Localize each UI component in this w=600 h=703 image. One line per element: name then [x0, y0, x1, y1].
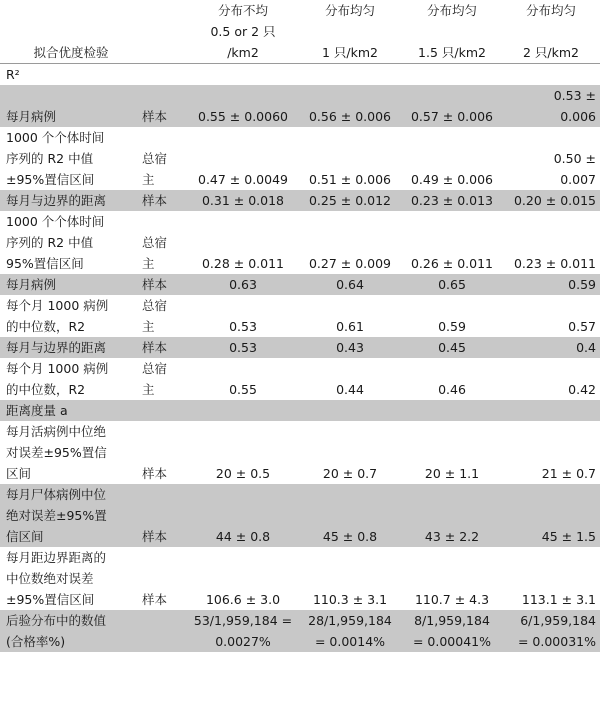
value-cell: 0.20 ± 0.015: [502, 190, 600, 211]
value-cell: 0.4: [502, 337, 600, 358]
header-cell: [140, 21, 188, 42]
value-cell: [402, 421, 502, 442]
row-type: 样本: [140, 274, 188, 295]
value-cell: [298, 85, 402, 106]
row-label: 每月活病例中位绝: [0, 421, 140, 442]
row-type: [140, 421, 188, 442]
value-cell: [402, 505, 502, 526]
section-title: 距离度量 a: [0, 400, 600, 421]
row-label: (合格率%): [0, 631, 140, 652]
value-cell: [502, 421, 600, 442]
value-cell: [188, 148, 298, 169]
row-label: 95%置信区间: [0, 253, 140, 274]
value-cell: 20 ± 1.1: [402, 463, 502, 484]
row-label: 每月尸体病例中位: [0, 484, 140, 505]
value-cell: [188, 484, 298, 505]
row-type: 主: [140, 169, 188, 190]
value-cell: [502, 211, 600, 232]
row-label: 每个月 1000 病例: [0, 295, 140, 316]
row-type: [140, 484, 188, 505]
value-cell: 0.63: [188, 274, 298, 295]
table-row: [0, 505, 600, 526]
row-type: 样本: [140, 190, 188, 211]
value-cell: [502, 505, 600, 526]
value-cell: 0.53: [188, 316, 298, 337]
table-row: [0, 379, 600, 400]
value-cell: [502, 442, 600, 463]
value-cell: 0.64: [298, 274, 402, 295]
table-row: [0, 148, 600, 169]
value-cell: 0.27 ± 0.009: [298, 253, 402, 274]
value-cell: 0.31 ± 0.018: [188, 190, 298, 211]
header-cell: 拟合优度检验: [0, 42, 140, 64]
table-row: [0, 274, 600, 295]
header-cell: 分布不均: [188, 0, 298, 21]
row-label: 每月距边界距离的: [0, 547, 140, 568]
row-label: 序列的 R2 中值: [0, 148, 140, 169]
value-cell: [188, 85, 298, 106]
value-cell: [188, 127, 298, 148]
header-cell: [140, 42, 188, 64]
section-title: R²: [0, 64, 600, 86]
value-cell: [298, 295, 402, 316]
value-cell: 0.44: [298, 379, 402, 400]
value-cell: [188, 568, 298, 589]
row-label: 每月与边界的距离: [0, 337, 140, 358]
value-cell: [502, 295, 600, 316]
value-cell: = 0.00031%: [502, 631, 600, 652]
value-cell: 0.25 ± 0.012: [298, 190, 402, 211]
value-cell: 43 ± 2.2: [402, 526, 502, 547]
header-cell: 分布均匀: [298, 0, 402, 21]
value-cell: [188, 421, 298, 442]
header-cell: 分布均匀: [502, 0, 600, 21]
table-row: [0, 211, 600, 232]
value-cell: [502, 358, 600, 379]
value-cell: [402, 127, 502, 148]
value-cell: [298, 442, 402, 463]
value-cell: [402, 211, 502, 232]
value-cell: 0.65: [402, 274, 502, 295]
value-cell: [188, 505, 298, 526]
value-cell: 20 ± 0.5: [188, 463, 298, 484]
table-row: [0, 589, 600, 610]
value-cell: [188, 295, 298, 316]
header-cell: [0, 0, 140, 21]
value-cell: [502, 568, 600, 589]
value-cell: [502, 232, 600, 253]
table-row: [0, 631, 600, 652]
value-cell: 110.3 ± 3.1: [298, 589, 402, 610]
value-cell: [402, 232, 502, 253]
value-cell: 53/1,959,184 =: [188, 610, 298, 631]
value-cell: [188, 547, 298, 568]
value-cell: [502, 484, 600, 505]
row-type: [140, 442, 188, 463]
value-cell: [402, 568, 502, 589]
table-row: [0, 169, 600, 190]
header-cell: 分布均匀: [402, 0, 502, 21]
row-label: 对误差±95%置信: [0, 442, 140, 463]
table-row: [0, 610, 600, 631]
value-cell: [402, 358, 502, 379]
value-cell: 0.47 ± 0.0049: [188, 169, 298, 190]
row-type: [140, 568, 188, 589]
value-cell: [188, 211, 298, 232]
value-cell: 0.28 ± 0.011: [188, 253, 298, 274]
value-cell: [298, 421, 402, 442]
row-label: 1000 个个体时间: [0, 211, 140, 232]
value-cell: [502, 127, 600, 148]
value-cell: 106.6 ± 3.0: [188, 589, 298, 610]
header-cell: 1 只/km2: [298, 42, 402, 64]
value-cell: 0.43: [298, 337, 402, 358]
row-type: 样本: [140, 463, 188, 484]
table-row: [0, 316, 600, 337]
header-cell: 2 只/km2: [502, 42, 600, 64]
value-cell: [188, 232, 298, 253]
value-cell: 0.50 ±: [502, 148, 600, 169]
row-label: 的中位数，R2: [0, 316, 140, 337]
row-type: 样本: [140, 337, 188, 358]
row-type: 总宿: [140, 232, 188, 253]
value-cell: 0.61: [298, 316, 402, 337]
row-label: [0, 85, 140, 106]
value-cell: 0.23 ± 0.013: [402, 190, 502, 211]
value-cell: 113.1 ± 3.1: [502, 589, 600, 610]
value-cell: [298, 148, 402, 169]
table-row: [0, 442, 600, 463]
header-row3: [0, 42, 600, 64]
value-cell: [402, 85, 502, 106]
value-cell: = 0.00041%: [402, 631, 502, 652]
table-row: [0, 106, 600, 127]
header-cell: [0, 21, 140, 42]
row-type: [140, 505, 188, 526]
row-label: 信区间: [0, 526, 140, 547]
row-label: 每月病例: [0, 274, 140, 295]
value-cell: 28/1,959,184: [298, 610, 402, 631]
header-cell: [402, 21, 502, 42]
row-type: [140, 211, 188, 232]
value-cell: 110.7 ± 4.3: [402, 589, 502, 610]
value-cell: = 0.0014%: [298, 631, 402, 652]
row-type: 总宿: [140, 358, 188, 379]
row-label: 的中位数，R2: [0, 379, 140, 400]
value-cell: 0.006: [502, 106, 600, 127]
value-cell: [502, 547, 600, 568]
value-cell: [402, 148, 502, 169]
value-cell: 8/1,959,184: [402, 610, 502, 631]
value-cell: [402, 295, 502, 316]
row-type: 主: [140, 316, 188, 337]
value-cell: 0.42: [502, 379, 600, 400]
table-row: [0, 127, 600, 148]
table-row: [0, 253, 600, 274]
value-cell: [298, 484, 402, 505]
table-row: [0, 190, 600, 211]
row-label: 每月病例: [0, 106, 140, 127]
value-cell: 0.51 ± 0.006: [298, 169, 402, 190]
value-cell: 21 ± 0.7: [502, 463, 600, 484]
value-cell: [188, 358, 298, 379]
table-row: [0, 484, 600, 505]
value-cell: 45 ± 1.5: [502, 526, 600, 547]
table-row: [0, 358, 600, 379]
row-type: [140, 127, 188, 148]
row-label: 绝对误差±95%置: [0, 505, 140, 526]
row-type: [140, 547, 188, 568]
header-row1: [0, 0, 600, 21]
section-dist-row: [0, 400, 600, 421]
value-cell: 44 ± 0.8: [188, 526, 298, 547]
row-type: 总宿: [140, 148, 188, 169]
value-cell: [298, 547, 402, 568]
header-row2: [0, 21, 600, 42]
value-cell: 0.59: [502, 274, 600, 295]
row-type: 样本: [140, 589, 188, 610]
row-type: 样本: [140, 106, 188, 127]
value-cell: 0.55: [188, 379, 298, 400]
row-label: 每月与边界的距离: [0, 190, 140, 211]
value-cell: [298, 358, 402, 379]
header-cell: 1.5 只/km2: [402, 42, 502, 64]
value-cell: 0.57 ± 0.006: [402, 106, 502, 127]
row-type: [140, 85, 188, 106]
table-row: [0, 421, 600, 442]
value-cell: 0.59: [402, 316, 502, 337]
row-label: 序列的 R2 中值: [0, 232, 140, 253]
table-row: [0, 526, 600, 547]
header-cell: /km2: [188, 42, 298, 64]
value-cell: 0.23 ± 0.011: [502, 253, 600, 274]
table-row: [0, 568, 600, 589]
value-cell: [402, 442, 502, 463]
value-cell: [402, 484, 502, 505]
value-cell: 0.57: [502, 316, 600, 337]
table-row: [0, 337, 600, 358]
table-row: [0, 463, 600, 484]
value-cell: 0.0027%: [188, 631, 298, 652]
value-cell: 6/1,959,184: [502, 610, 600, 631]
value-cell: 0.46: [402, 379, 502, 400]
header-cell: 0.5 or 2 只: [188, 21, 298, 42]
row-label: 1000 个个体时间: [0, 127, 140, 148]
value-cell: 20 ± 0.7: [298, 463, 402, 484]
value-cell: [298, 568, 402, 589]
table-row: [0, 547, 600, 568]
value-cell: [188, 442, 298, 463]
value-cell: 45 ± 0.8: [298, 526, 402, 547]
row-type: [140, 610, 188, 631]
row-label: ±95%置信区间: [0, 589, 140, 610]
value-cell: 0.53: [188, 337, 298, 358]
value-cell: 0.007: [502, 169, 600, 190]
table-row: [0, 232, 600, 253]
value-cell: [298, 232, 402, 253]
row-label: 区间: [0, 463, 140, 484]
row-label: ±95%置信区间: [0, 169, 140, 190]
value-cell: [298, 505, 402, 526]
value-cell: 0.53 ±: [502, 85, 600, 106]
value-cell: 0.55 ± 0.0060: [188, 106, 298, 127]
table-row: [0, 85, 600, 106]
header-cell: [140, 0, 188, 21]
value-cell: 0.49 ± 0.006: [402, 169, 502, 190]
row-type: 主: [140, 379, 188, 400]
row-label: 后验分布中的数值: [0, 610, 140, 631]
value-cell: [402, 547, 502, 568]
value-cell: [298, 127, 402, 148]
section-r2-row: [0, 64, 600, 86]
row-label: 中位数绝对误差: [0, 568, 140, 589]
row-label: 每个月 1000 病例: [0, 358, 140, 379]
row-type: [140, 631, 188, 652]
row-type: 主: [140, 253, 188, 274]
table-row: [0, 295, 600, 316]
value-cell: 0.26 ± 0.011: [402, 253, 502, 274]
value-cell: [298, 211, 402, 232]
header-cell: [502, 21, 600, 42]
row-type: 总宿: [140, 295, 188, 316]
header-cell: [298, 21, 402, 42]
value-cell: 0.56 ± 0.006: [298, 106, 402, 127]
row-type: 样本: [140, 526, 188, 547]
value-cell: 0.45: [402, 337, 502, 358]
